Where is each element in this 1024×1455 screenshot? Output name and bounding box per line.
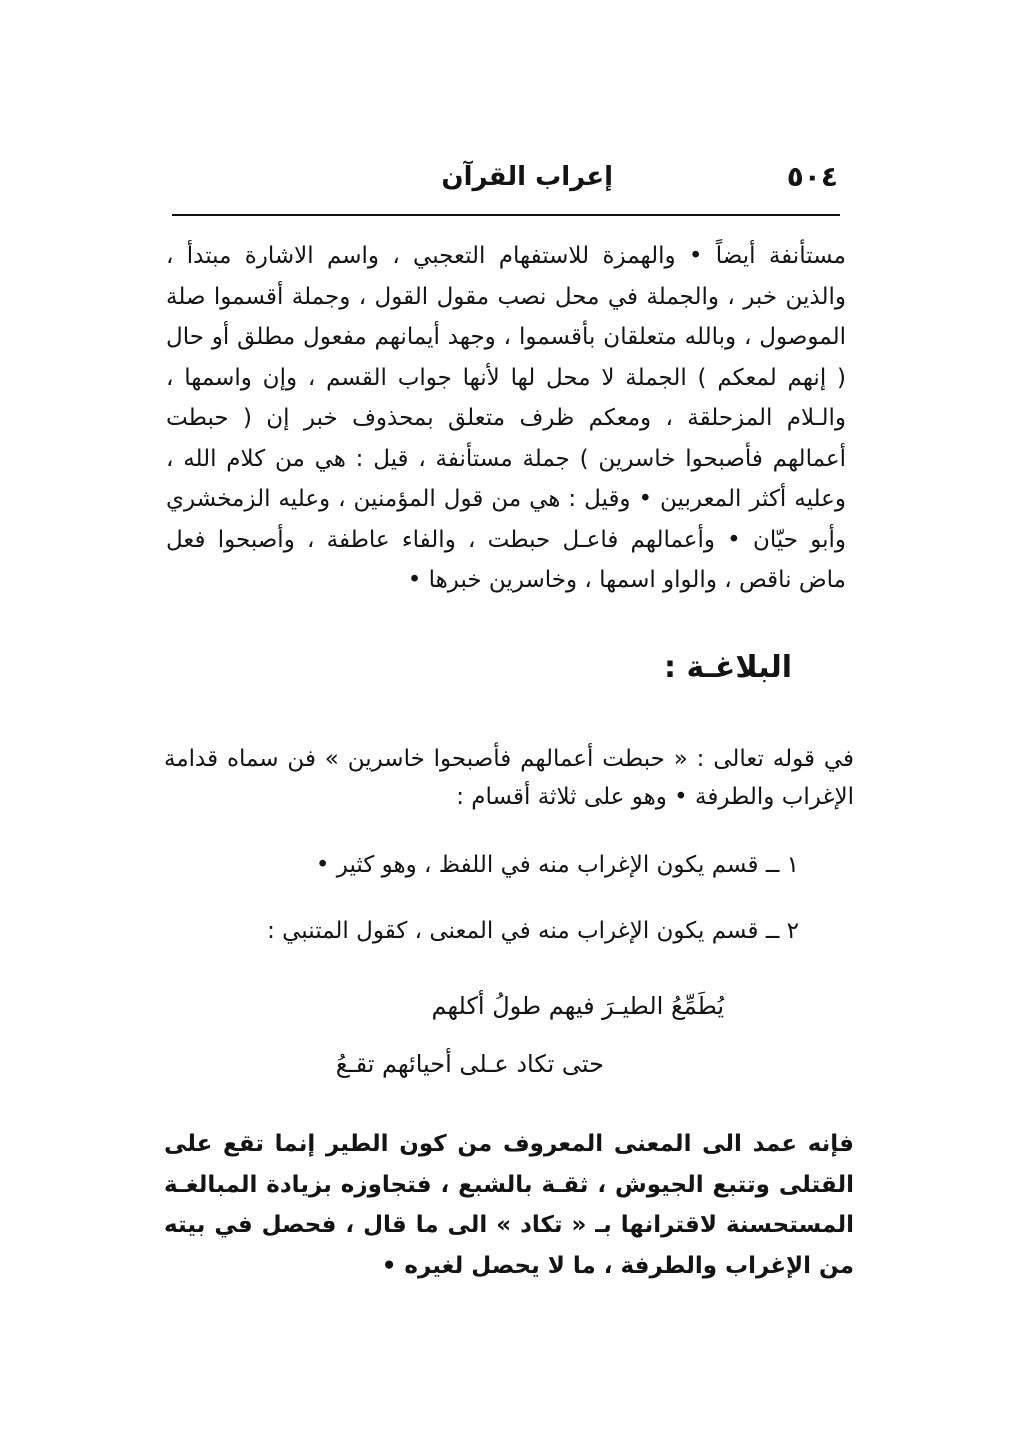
poem-verse-2: حتى تكاد عـلى أحيائهم تقـعُ [335,1050,604,1078]
list-item-2: ٢ ــ قسم يكون الإغراب منه في المعنى ، كقول المتنبي : [267,918,799,944]
section-heading: البلاغـة : [664,650,792,685]
header-divider [172,214,840,216]
paragraph-grammar: مستأنفة أيضاً • والهمزة للاستفهام التعجبي ، واسم الاشارة مبتدأ ، والذين خبر ، والجملة في محل نصب مقول القول ، وجملة أقسموا صلة الموصول ، وبالله متعلقان بأقسموا ، وجهد أيمانهم مفعول مطلق أو حال ( إنهم لمعكم ) الجملة لا محل لها لأنها جواب القسم ، وإن واسمها ، والـلام المزحلقة ، ومعكم ظرف متعلق بمحذوف خبر إن ( حبطت أعمالهم فأصبحوا خاسرين ) جملة مستأنفة ، قيل : هي من كلام الله ، وعليه أكثر المعربين • وقيل : هي من قول المؤمنين ، وعليه الزمخشري وأبو حيّان • وأعمالهم فاعـل حبطت ، والفاء عاطفة ، وأصبحوا فعل ماض ناقص ، والواو اسمها ، وخاسرين خبرها • [166,243,846,593]
paragraph-explanation: فإنه عمد الى المعنى المعروف من كون الطير إنما تقع على القتلى وتتبع الجيوش ، ثقـة بالشبع ، فتجاوزه بزيادة المبالغـة المستحسنة لاقترانها بـ « تكاد » الى ما قال ، فحصل في بيته من الإغراب والطرفة ، ما لا يحصل لغيره • [164,1131,854,1279]
list-item-1: ١ ــ قسم يكون الإغراب منه في اللفظ ، وهو كثير • [315,852,799,878]
page-header [170,160,838,200]
page-number: ٥٠٤ [786,160,838,193]
poem-verse-1: يُطَمِّعُ الطيـرَ فيهم طولُ أكلهم [431,992,724,1020]
paragraph-rhetoric-intro: في قوله تعالى : « حبطت أعمالهم فأصبحوا خاسرين » فن سماه قدامة الإغراب والطرفة • وهو على ثلاثة أقسام : [164,746,854,810]
running-title: إعراب القرآن [441,162,613,192]
